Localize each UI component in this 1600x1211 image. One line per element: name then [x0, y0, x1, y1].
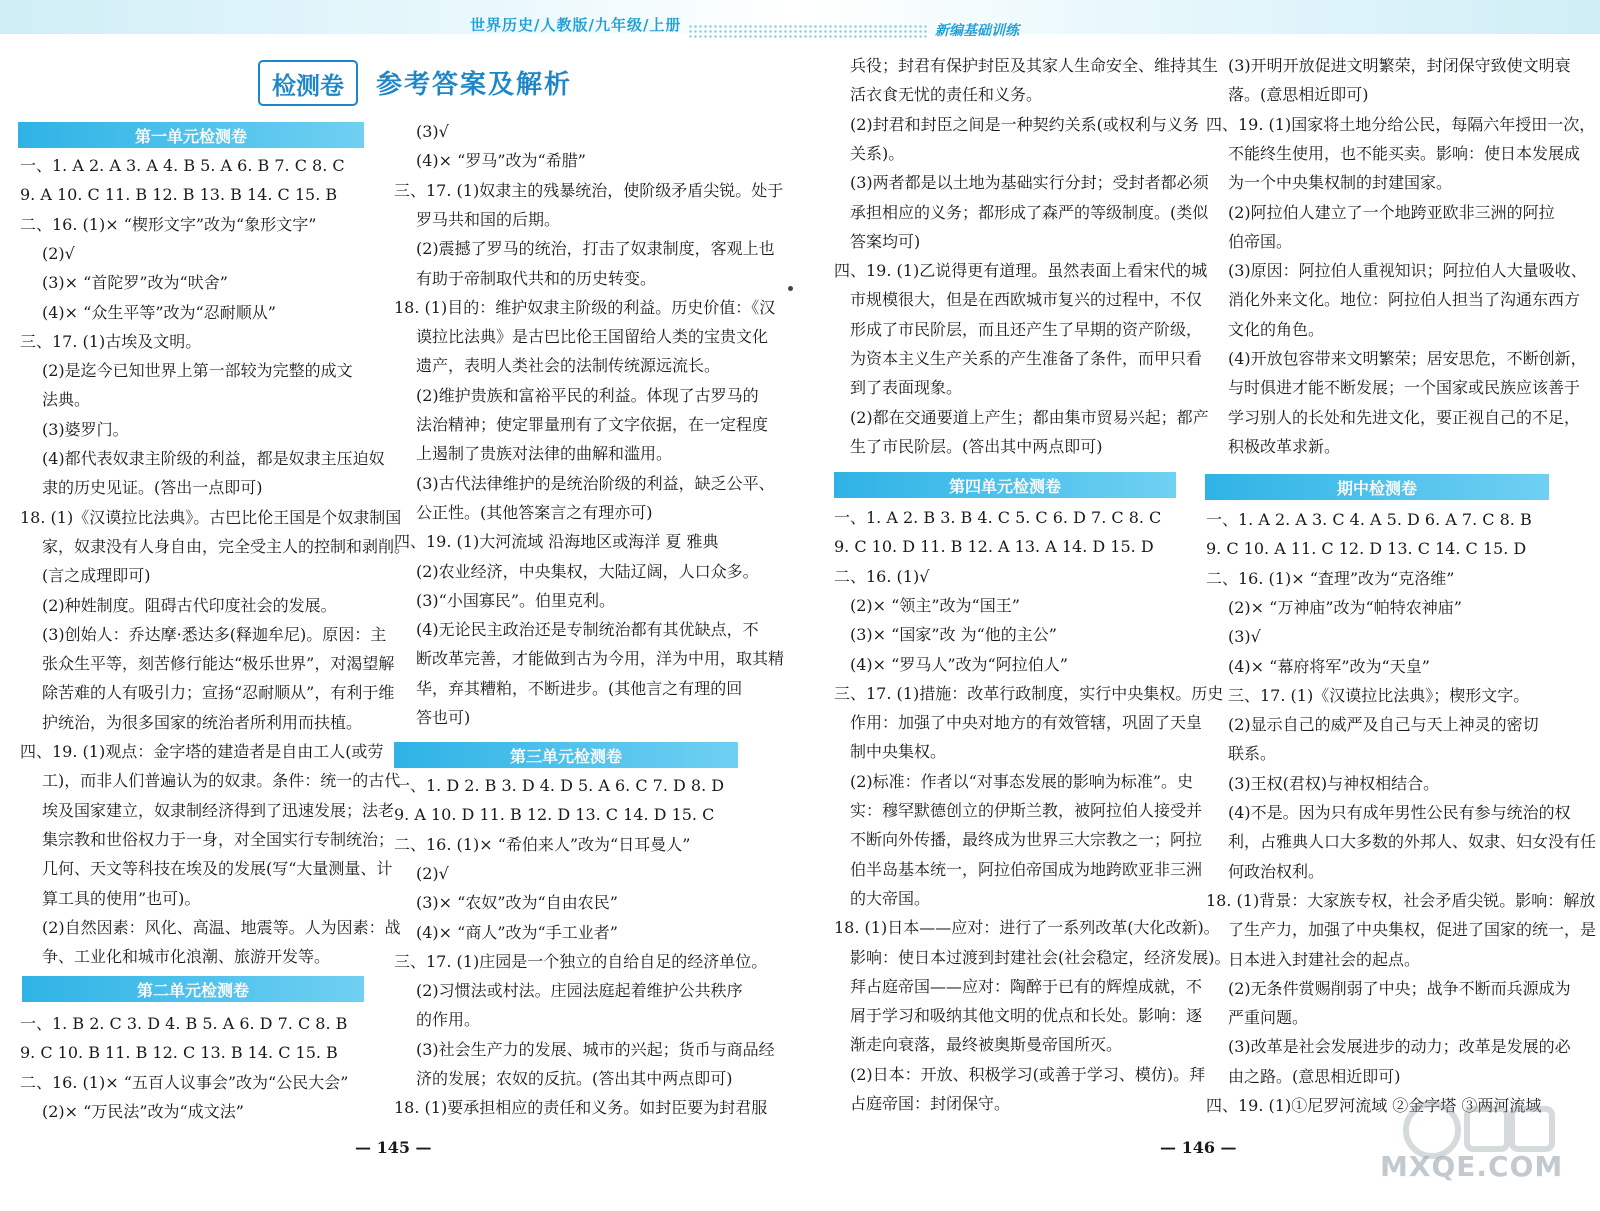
answer-line: (3)改革是社会发展进步的动力；改革是发展的必: [1228, 1037, 1571, 1057]
answer-line: 一、1. D 2. B 3. D 4. D 5. A 6. C 7. D 8. D: [394, 776, 725, 795]
answer-line: (4)不是。因为只有成年男性公民有参与统治的权: [1228, 803, 1571, 822]
answer-line: 三、17. (1)古埃及文明。: [20, 331, 202, 351]
section-bar-unit2: 第二单元检测卷: [22, 976, 364, 1002]
page-title: 参考答案及解析: [376, 70, 573, 100]
answer-line: 18. (1)日本——应对：进行了一系列改革(大化改新)。: [834, 918, 1220, 938]
answer-line: 四、19. (1)乙说得更有道理。虽然表面上看宋代的城: [834, 261, 1208, 281]
answer-line: 一、1. A 2. B 3. B 4. C 5. C 6. D 7. C 8. C: [834, 508, 1162, 527]
answer-line: 18. (1)背景：大家族专权，社会矛盾尖锐。影响：解放: [1206, 890, 1596, 910]
answer-line: (3)王权(君权)与神权相结合。: [1228, 773, 1440, 793]
answer-line: (2)× “万民法”改为“成文法”: [42, 1101, 244, 1121]
answer-line: (4)× “众生平等”改为“忍耐顺从”: [42, 302, 276, 322]
answer-line: (3)创始人：乔达摩·悉达多(释迦牟尼)。原因：主: [42, 624, 387, 644]
answer-line: 屑于学习和吸纳其他文明的优点和长处。影响：逐: [850, 1006, 1203, 1026]
answer-line: 实：穆罕默德创立的伊斯兰教，被阿拉伯人接受并: [850, 801, 1203, 820]
section-bar-unit4: 第四单元检测卷: [834, 472, 1176, 498]
answer-line: (3)√: [1228, 627, 1261, 647]
answer-line: (2)维护贵族和富裕平民的利益。体现了古罗马的: [416, 385, 759, 405]
answer-line: 严重问题。: [1228, 1008, 1309, 1028]
header-brand: 新编基础训练: [935, 23, 1019, 39]
answer-line: 拜占庭帝国——应对：陶醉于已有的辉煌成就，不: [850, 976, 1203, 996]
answer-line: (4)× “罗马人”改为“阿拉伯人”: [850, 654, 1068, 674]
answer-line: 作用：加强了中央对地方的有效管辖，巩固了天皇: [850, 713, 1203, 733]
answer-line: (2)震撼了罗马的统治，打击了奴隶制度，客观上也: [416, 239, 775, 259]
answer-line: 活衣食无忧的责任和义务。: [850, 85, 1043, 105]
watermark-text: MXQE.COM: [1380, 1150, 1564, 1183]
answer-line: 三、17. (1)措施：改革行政制度，实行中央集权。历史: [834, 683, 1224, 703]
answer-line: 生了市民阶层。(答出其中两点即可): [850, 436, 1103, 456]
answer-line: 张众生平等，刻苦修行能达“极乐世界”，对渴望解: [42, 654, 395, 674]
answer-line: 利，占雅典人口大多数的外邦人、奴隶、妇女没有任: [1228, 832, 1597, 852]
answer-line: (2)√: [42, 243, 75, 263]
section-bar-midterm: 期中检测卷: [1205, 474, 1549, 500]
answer-line: 四、19. (1)观点：金字塔的建造者是自由工人(或劳: [20, 742, 384, 761]
answer-line: 18. (1)要承担相应的责任和义务。如封臣要为封君服: [394, 1098, 768, 1118]
answer-line: 三、17. (1)奴隶主的残暴统治，使阶级矛盾尖锐。处于: [394, 180, 784, 200]
section-bar-unit1: 第一单元检测卷: [18, 122, 364, 148]
answer-line: 几何、天文等科技在埃及的发展(写“大量测量、计: [42, 859, 393, 879]
answer-line: 公正性。(其他答案言之有理亦可): [416, 502, 653, 522]
answer-line: 9. C 10. D 11. B 12. A 13. A 14. D 15. D: [834, 537, 1154, 557]
answer-line: 占庭帝国：封闭保守。: [850, 1094, 1011, 1113]
answer-line: (2)√: [416, 863, 449, 883]
answer-line: 9. C 10. A 11. C 12. D 13. C 14. C 15. D: [1206, 539, 1527, 559]
answer-line: 三、17. (1)《汉谟拉比法典》；楔形文字。: [1228, 685, 1530, 705]
answer-line: 罗马共和国的后期。: [416, 209, 561, 229]
section-bar-unit3: 第三单元检测卷: [394, 742, 738, 768]
answer-line: 9. C 10. B 11. B 12. C 13. B 14. C 15. B: [20, 1043, 338, 1063]
answer-line: 9. A 10. C 11. B 12. B 13. B 14. C 15. B: [20, 185, 338, 205]
answer-line: 关系)。: [850, 143, 905, 163]
answer-line: 二、16. (1)× “査理”改为“克洛维”: [1206, 568, 1455, 588]
answer-line: 学习别人的长处和先进文化，要正视自己的不足，: [1228, 407, 1581, 427]
answer-line: 上遏制了贵族对法律的曲解和滥用。: [416, 444, 673, 464]
answer-line: 算工具的使用”也可)。: [42, 888, 201, 908]
answer-line: 遗产，表明人类社会的法制传统源远流长。: [416, 356, 721, 376]
answer-line: 一、1. B 2. C 3. D 4. B 5. A 6. D 7. C 8. B: [20, 1014, 348, 1033]
answer-line: 家，奴隶没有人身自由，完全受主人的控制和剥削。: [42, 536, 411, 556]
answer-line: 四、19. (1)国家将土地分给公民，每隔六年授田一次，: [1206, 114, 1596, 134]
answer-line: 渐走向衰落，最终被奥斯曼帝国所灭。: [850, 1035, 1123, 1055]
answer-line: 二、16. (1)× “楔形文字”改为“象形文字”: [20, 214, 317, 234]
answer-line: 四、19. (1)大河流域 沿海地区或海洋 夏 雅典: [394, 532, 719, 552]
answer-line: (4)× “商人”改为“手工业者”: [416, 922, 618, 942]
answer-line: 18. (1)目的：维护奴隶主阶级的利益。历史价值：《汉: [394, 297, 776, 317]
answer-line: 为资本主义生产关系的产生准备了条件，而甲只看: [850, 349, 1203, 368]
answer-line: 由之路。(意思相近即可): [1228, 1066, 1401, 1086]
answer-line: 华，弃其糟粕，不断进步。(其他言之有理的回: [416, 678, 743, 698]
answer-line: (2)阿拉伯人建立了一个地跨亚欧非三洲的阿拉: [1228, 202, 1555, 222]
answer-line: (3)开明开放促进文明繁荣，封闭保守致使文明衰: [1228, 56, 1571, 75]
answer-line: (2)封君和封臣之间是一种契约关系(或权利与义务: [850, 114, 1199, 134]
answer-line: 集宗教和世俗权力于一身，对全国实行专制统治；: [42, 829, 395, 849]
answer-line: (3)× “国家”改 为“他的主公”: [850, 625, 1057, 645]
answer-line: 不断向外传播，最终成为世界三大宗教之一；阿拉: [850, 830, 1203, 850]
answer-line: 一、1. A 2. A 3. C 4. A 5. D 6. A 7. C 8. B: [1206, 510, 1532, 529]
answer-line: 法典。: [42, 390, 91, 410]
answer-line: (2)显示自己的威严及自己与天上神灵的密切: [1228, 715, 1539, 735]
answer-line: 承担相应的义务；都形成了森严的等级制度。(类似: [850, 202, 1209, 222]
answer-line: 兵役；封君有保护封臣及其家人生命安全、维持其生: [850, 56, 1219, 75]
answer-line: (2)自然因素：风化、高温、地震等。人为因素：战: [42, 917, 401, 937]
answer-line: 文化的角色。: [1228, 319, 1325, 339]
answer-line: (2)习惯法或村法。庄园法庭起着维护公共秩序: [416, 981, 743, 1001]
answer-line: (3)婆罗门。: [42, 419, 129, 439]
answer-line: 到了表面现象。: [850, 378, 963, 398]
answer-line: (3)× “首陀罗”改为“吠舍”: [42, 273, 228, 293]
answer-line: 与时俱进才能不断发展；一个国家或民族应该善于: [1228, 378, 1581, 398]
answer-line: 二、16. (1)√: [834, 566, 930, 586]
answer-line: (2)种姓制度。阻碍古代印度社会的发展。: [42, 595, 337, 615]
answer-line: (4)无论民主政治还是专制统治都有其优缺点，不: [416, 620, 759, 640]
answer-line: 二、16. (1)× “希伯来人”改为“日耳曼人”: [394, 834, 691, 854]
answer-line: 二、16. (1)× “五百人议事会”改为“公民大会”: [20, 1072, 349, 1092]
answer-line: 了生产力，加强了中央集权，促进了国家的统一，是: [1228, 920, 1597, 940]
answer-line: 伯帝国。: [1228, 231, 1293, 251]
answer-line: 断改革完善，才能做到古为今用，洋为中用，取其精: [416, 649, 785, 669]
answer-line: 济的发展；农奴的反抗。(答出其中两点即可): [416, 1069, 733, 1088]
answer-line: 影响：使日本过渡到封建社会(社会稳定，经济发展)。: [850, 947, 1231, 967]
answer-line: 除苦难的人有吸引力；宣扬“忍耐顺从”，有利于维: [42, 683, 395, 703]
answer-line: 答案均可): [850, 231, 921, 251]
answer-line: 的作用。: [416, 1010, 481, 1030]
answer-line: (4)开放包容带来文明繁荣；居安思危，不断创新，: [1228, 349, 1587, 368]
answer-line: 法治精神；使定罪量刑有了文字依据，在一定程度: [416, 415, 769, 434]
answer-line: 埃及国家建立，奴隶制经济得到了迅速发展；法老: [42, 800, 395, 820]
header-dot-pattern: [688, 24, 928, 38]
answer-line: 答也可): [416, 708, 471, 727]
answer-line: (4)× “罗马”改为“希腊”: [416, 151, 586, 171]
title-tag: 检测卷: [258, 60, 358, 106]
answer-line: 积极改革求新。: [1228, 436, 1341, 456]
answer-line: (言之成理即可): [42, 566, 151, 586]
answer-line: 为一个中央集权制的封建国家。: [1228, 173, 1453, 193]
answer-line: 9. A 10. D 11. B 12. D 13. C 14. D 15. C: [394, 805, 715, 825]
answer-line: (2)都在交通要道上产生；都由集市贸易兴起；都产: [850, 407, 1209, 427]
answer-line: 有助于帝制取代共和的历史转变。: [416, 268, 657, 288]
header-series-label: 世界历史/人教版/九年级/上册: [470, 16, 682, 34]
answer-line: 一、1. A 2. A 3. A 4. B 5. A 6. B 7. C 8. C: [20, 156, 345, 175]
answer-line: (2)农业经济，中央集权，大陆辽阔，人口众多。: [416, 561, 759, 581]
answer-line: 18. (1)《汉谟拉比法典》。古巴比伦王国是个奴隶制国: [20, 507, 402, 527]
answer-line: (2)是迄今已知世界上第一部较为完整的成文: [42, 361, 353, 381]
answer-line: (2)× “领主”改为“国王”: [850, 595, 1020, 615]
answer-line: 联系。: [1228, 744, 1277, 764]
answer-line: (3)原因：阿拉伯人重视知识；阿拉伯人大量吸收、: [1228, 261, 1587, 281]
answer-line: 四、19. (1)①尼罗河流域 ②金字塔 ③两河流域: [1206, 1096, 1542, 1115]
margin-dot: [788, 286, 793, 291]
answer-line: 落。(意思相近即可): [1228, 85, 1369, 105]
answer-line: 制中央集权。: [850, 742, 947, 762]
answer-line: 的大帝国。: [850, 888, 931, 908]
answer-line: 市规模很大，但是在西欧城市复兴的过程中，不仅: [850, 290, 1203, 310]
answer-line: 三、17. (1)庄园是一个独立的自给自足的经济单位。: [394, 951, 768, 971]
answer-line: 形成了市民阶层，而且还产生了早期的资产阶级，: [850, 319, 1203, 339]
answer-line: 日本进入封建社会的起点。: [1228, 949, 1421, 969]
answer-line: (2)无条件赏赐削弱了中央；战争不断而兵源成为: [1228, 978, 1571, 998]
answer-line: 不能终生使用，也不能买卖。影响：使日本发展成: [1228, 143, 1581, 163]
answer-line: (3)√: [416, 122, 449, 141]
answer-line: (3)社会生产力的发展、城市的兴起；货币与商品经: [416, 1039, 775, 1059]
answer-line: 护统治，为很多国家的统治者所利用而扶植。: [42, 712, 363, 732]
page-number-right: — 146 —: [1160, 1138, 1237, 1157]
answer-line: 何政治权利。: [1228, 861, 1325, 881]
answer-line: 争、工业化和城市化浪潮、旅游开发等。: [42, 947, 331, 967]
answer-line: 伯半岛基本统一，阿拉伯帝国成为地跨欧亚非三洲: [850, 859, 1203, 879]
answer-line: (3)“小国寡民”。伯里克利。: [416, 590, 616, 610]
answer-line: (4)都代表奴隶主阶级的利益，都是奴隶主压迫奴: [42, 449, 385, 468]
answer-line: (2)日本：开放、积极学习(或善于学习、模仿)。拜: [850, 1064, 1206, 1084]
answer-line: (4)× “幕府将军”改为“天皇”: [1228, 656, 1430, 676]
page-number-left: — 145 —: [355, 1138, 432, 1157]
answer-line: 隶的历史见证。(答出一点即可): [42, 478, 263, 498]
answer-line: 谟拉比法典》是古巴比伦王国留给人类的宝贵文化: [416, 327, 769, 347]
answer-line: (3)× “农奴”改为“自由农民”: [416, 893, 618, 913]
answer-line: (3)古代法律维护的是统治阶级的利益，缺乏公平、: [416, 473, 775, 493]
answer-line: 消化外来文化。地位：阿拉伯人担当了沟通东西方: [1228, 290, 1581, 310]
answer-line: (3)两者都是以土地为基础实行分封；受封者都必须: [850, 173, 1209, 193]
answer-line: 工)，而非人们普遍认为的奴隶。条件：统一的古代: [42, 771, 401, 791]
answer-line: (2)标准：作者以“对事态发展的影响为标准”。史: [850, 771, 1194, 791]
answer-line: (2)× “万神庙”改为“帕特农神庙”: [1228, 597, 1462, 617]
